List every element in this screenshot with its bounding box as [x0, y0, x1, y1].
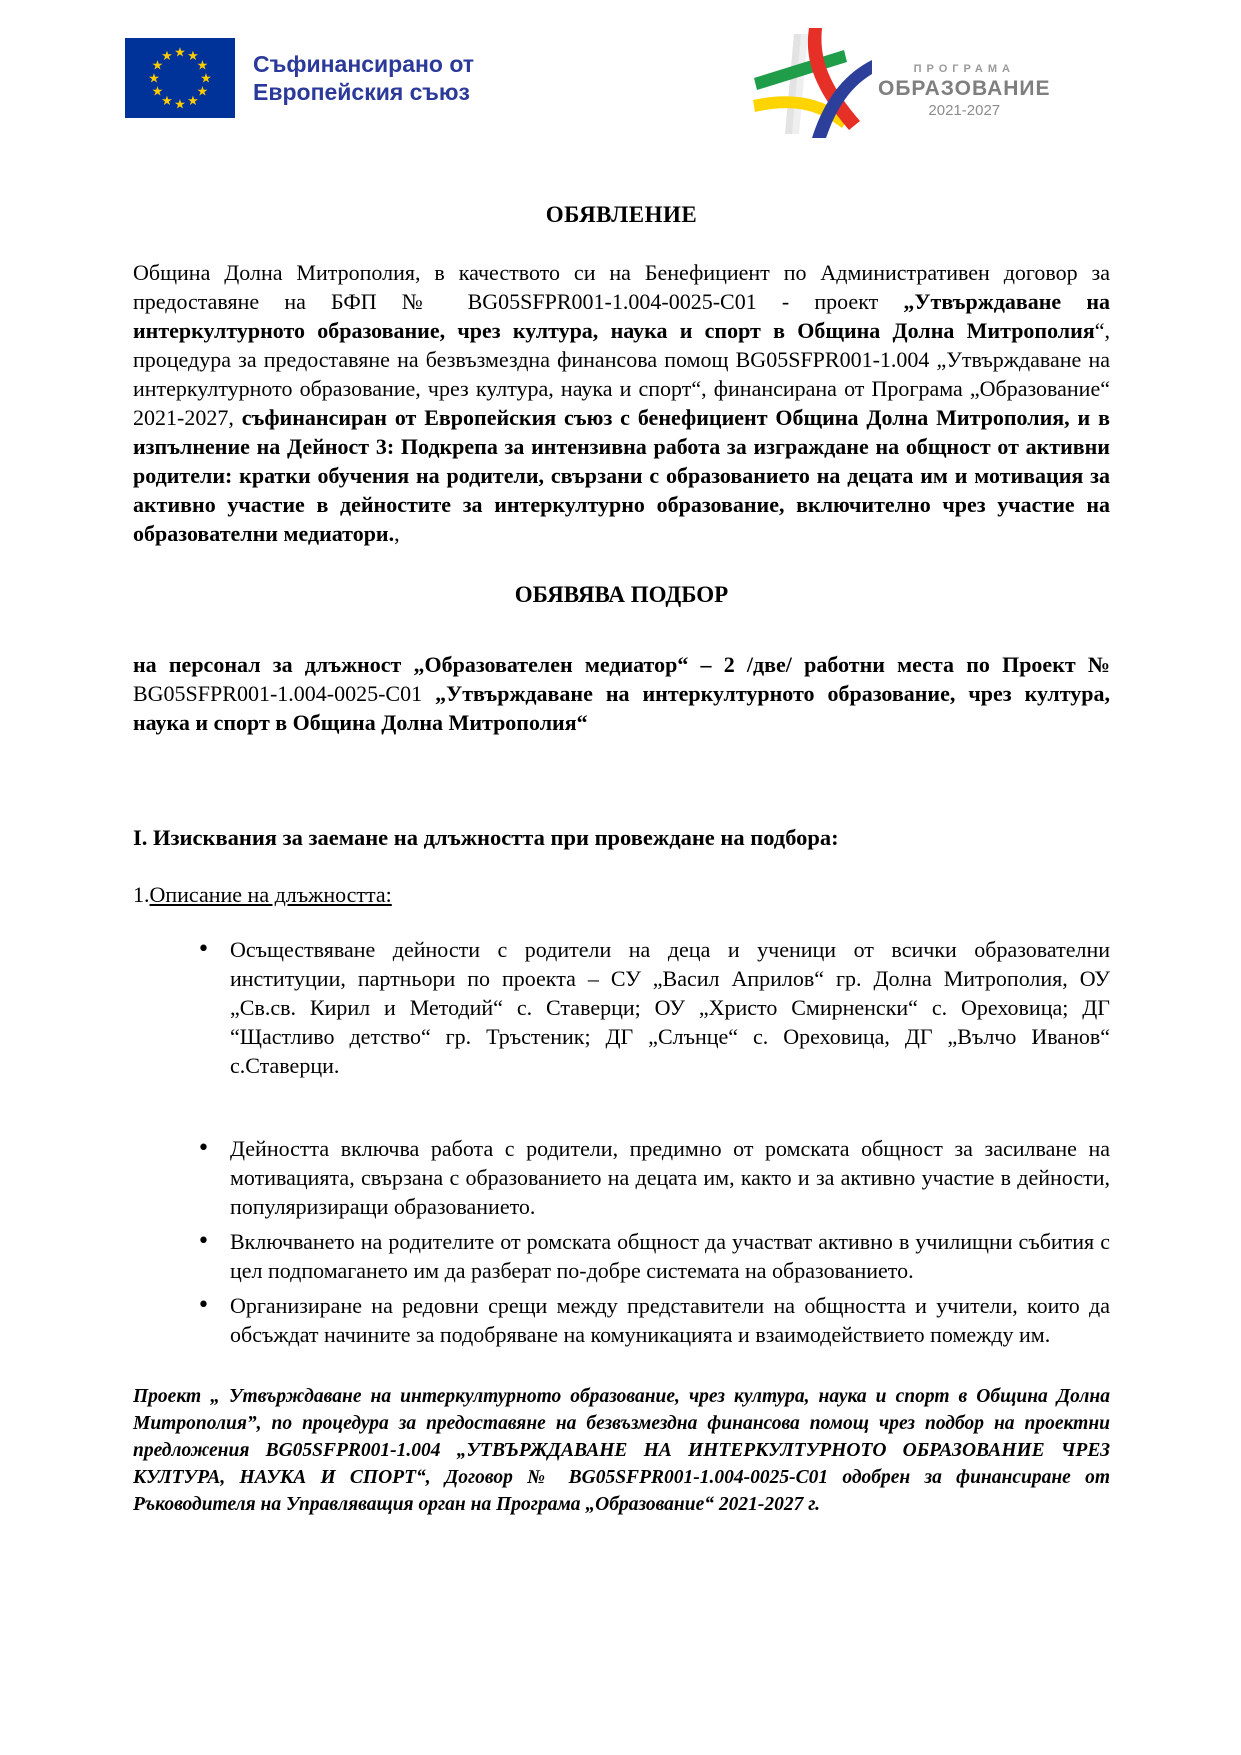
bullet-icon: •: [197, 937, 210, 962]
intro-paragraph-normal-2: “, процедура за предоставяне на безвъзмездна финансова помощ BG05SFPR001-1.004 „Утвърждаване на интеркултурното образование, чрез култура, наука и спорт“, финансирана от Програма „Образование“ 2021-2027,: [133, 318, 1110, 430]
project-footnote: Проект „ Утвърждаване на интеркултурното образование, чрез култура, наука и спорт в Община Долна Митрополия”, по процедура за предоставяне на безвъзмездна финансова помощ чрез подбор на проектни предложения BG05SFPR001-1.004 „УТВЪРЖДАВАНЕ НА ИНТЕРКУЛТУРНОТО ОБРАЗОВАНИЕ ЧРЕЗ КУЛТУРА, НАУКА И СПОРТ“, Договор № BG05SFPR001-1.004-0025-C01 одобрен за финансиране от Ръководителя на Управляващия орган на Програма „Образование“ 2021-2027 г.: [133, 1386, 1110, 1515]
header: [0, 0, 1241, 140]
eu-funding-text-line1: Съфинансирано от: [253, 51, 475, 77]
eu-flag-icon: [125, 38, 235, 118]
program-ribbons-icon: [752, 28, 872, 140]
section-1-heading: I. Изисквания за заемане на длъжността при провеждане на подбора:: [133, 825, 839, 850]
svg-text:★: ★: [174, 45, 186, 61]
program-logo-line1: ПРОГРАМА: [913, 63, 1015, 75]
intro-paragraph-bold-1: „Утвърждаване на интеркултурното образование, чрез култура, наука и спорт в Община Долна Митрополия: [133, 289, 1110, 343]
list-item: [133, 935, 1110, 1080]
svg-text:★: ★: [196, 84, 209, 100]
svg-text:★: ★: [161, 94, 173, 109]
list-item-text: Организиране на редовни срещи между представители на общността и учители, които да обсъждат начините за подобряване на комуникацията и взаимодействието помежду им.: [230, 1293, 1110, 1347]
svg-text:★: ★: [200, 71, 212, 87]
svg-text:★: ★: [174, 97, 186, 113]
program-logo-text: [878, 63, 1051, 119]
bullet-icon: •: [197, 1229, 210, 1254]
list-item-text: Осъществяване дейности с родители на деца и ученици от всички образователни институции, партньори по проекта – СУ „Васил Априлов“ гр. Долна Митрополия, ОУ „Св.св. Кирил и Методий“ с. Ставерци; ОУ „Христо Смирненски“ с. Ореховица; ДГ “Щастливо детство“ гр. Тръстеник; ДГ „Слънце“ с. Ореховица, ДГ „Вълчо Иванов“ с.Ставерци.: [230, 937, 1110, 1078]
subsection-1-title: Описание на длъжността:: [149, 882, 392, 907]
eu-funding-text-line2: Европейския съюз: [253, 79, 470, 105]
bullet-icon: •: [197, 1293, 210, 1318]
selection-paragraph-normal: BG05SFPR001-1.004-0025-C01: [133, 681, 436, 706]
program-logo: [752, 28, 1051, 140]
program-logo-line3: 2021-2027: [928, 102, 1001, 119]
selection-paragraph-bold-1: на персонал за длъжност „Образователен медиатор“ – 2 /две/ работни места по Проект №: [133, 652, 1110, 677]
svg-text:★: ★: [148, 71, 160, 87]
program-logo-line2: ОБРАЗОВАНИЕ: [878, 77, 1051, 100]
document-body: [133, 200, 1110, 1518]
bullet-icon: •: [197, 1136, 210, 1161]
list-item: [133, 1134, 1110, 1221]
selection-paragraph-bold-2: „Утвърждаване на интеркултурното образование, чрез култура, наука и спорт в Община Долна Митрополия“: [133, 681, 1111, 735]
svg-text:★: ★: [151, 58, 164, 74]
eu-funding-text: [253, 50, 474, 106]
subsection-1-heading: [133, 880, 1110, 910]
selection-paragraph: [133, 650, 1110, 737]
list-item: [133, 1291, 1110, 1349]
list-item-text: Включването на родителите от ромската общност да участват активно в училищни събития с цел подпомагането им да разберат по-добре системата на образованието.: [230, 1229, 1110, 1283]
intro-paragraph-normal-1: Община Долна Митрополия, в качеството си на Бенефициент по Административен договор за предоставяне на БФП № BG05SFPR001-1.004-0025-C01 - проект: [133, 260, 1110, 314]
svg-text:★: ★: [161, 49, 173, 64]
intro-paragraph-bold-2: съфинансиран от Европейския съюз с бенефициент Община Долна Митрополия, и в изпълнение на Дейност 3: Подкрепа за интензивна работа за изграждане на общност от активни родители: кратки обучения на родители, свързани с образованието на децата им и мотивация за активно участие в дейностите за интеркултурно образование, включително чрез участие на образователни медиатори.: [133, 405, 1111, 546]
announcement-subtitle: ОБЯВЯВА ПОДБОР: [514, 582, 729, 607]
intro-paragraph: [133, 258, 1110, 548]
subsection-1-number: 1.: [133, 882, 150, 907]
eu-funding-logo: [125, 38, 474, 118]
list-item: [133, 1227, 1110, 1285]
intro-paragraph-normal-3: ,: [394, 521, 400, 546]
duties-list: [133, 935, 1110, 1349]
page-title: ОБЯВЛЕНИЕ: [545, 202, 698, 227]
list-item-text: Дейността включва работа с родители, предимно от ромската общност за засилване на мотивацията, свързана с образованието на децата им, както и за активно участие в дейности, популяризиращи образованието.: [230, 1136, 1110, 1219]
svg-text:★: ★: [187, 94, 199, 109]
svg-text:★: ★: [196, 58, 209, 74]
svg-text:★: ★: [187, 49, 199, 64]
svg-text:★: ★: [151, 84, 164, 100]
